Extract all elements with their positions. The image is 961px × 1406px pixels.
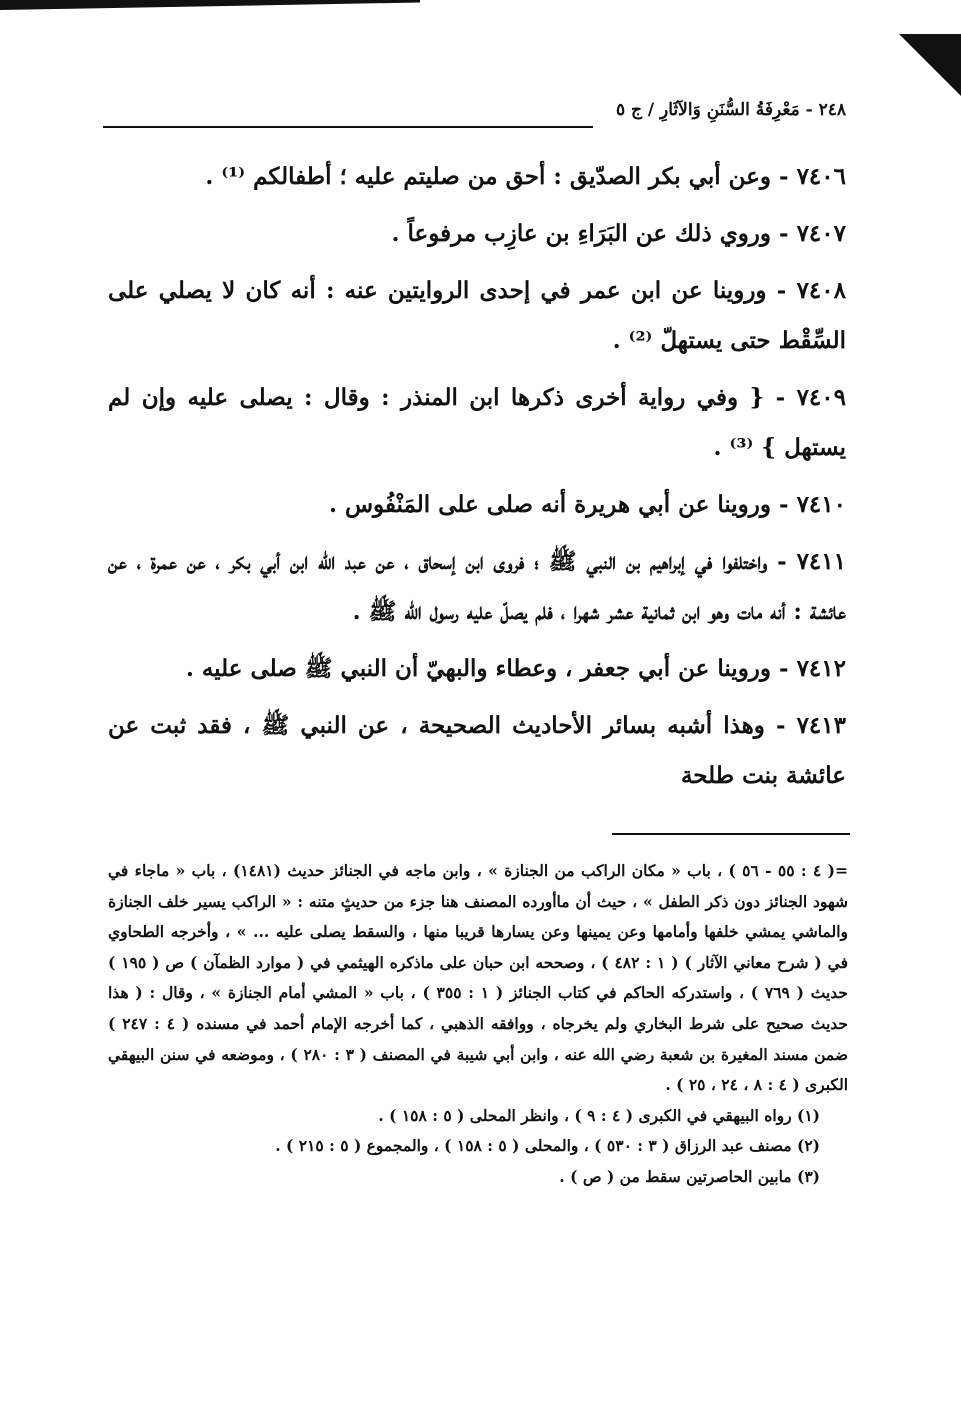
main-text xyxy=(108,152,846,808)
footnote-2: (٢) مصنف عبد الرزاق ( ٣ : ٥٣٠ ) ، والمحلى ( ٥ : ١٥٨ ) ، والمجموع ( ٥ : ٢١٥ ) . xyxy=(275,1136,820,1156)
paragraph-7413: ٧٤١٣ - وهذا أشبه بسائر الأحاديث الصحيحة ، عن النبي ﷺ ، فقد ثبت عن عائشة بنت طلحة xyxy=(108,712,846,789)
top-edge-mark xyxy=(0,0,420,10)
paragraph-7408: ٧٤٠٨ - وروينا عن ابن عمر في إحدى الروايتين عنه : أنه كان لا يصلي على السِّقْط حتى يستهلّ ⁽²⁾ . xyxy=(108,277,846,354)
running-head: ٢٤٨ - مَعْرِفَةُ السُّنَنِ وَالآثَارِ / ج ٥ xyxy=(615,100,846,120)
paragraph-7407: ٧٤٠٧ - وروي ذلك عن البَرَاءِ بن عازِب مرفوعاً . xyxy=(391,220,846,247)
footnote-separator xyxy=(612,833,850,835)
paragraph-7409: ٧٤٠٩ - { وفي رواية أخرى ذكرها ابن المنذر : وقال : يصلى عليه وإن لم يستهل } ⁽³⁾ . xyxy=(108,384,846,461)
paragraph-7410: ٧٤١٠ - وروينا عن أبي هريرة أنه صلى على المَنْفُوس . xyxy=(328,491,846,518)
paragraph-7412: ٧٤١٢ - وروينا عن أبي جعفر ، وعطاء والبهيّ أن النبي ﷺ صلى عليه . xyxy=(185,655,846,682)
header-rule xyxy=(103,126,593,128)
corner-triangle-mark xyxy=(899,34,961,96)
paragraph-7406: ٧٤٠٦ - وعن أبي بكر الصدّيق : أحق من صليتم عليه ؛ أطفالكم ⁽¹⁾ . xyxy=(205,163,846,190)
footnotes xyxy=(108,856,848,1193)
footnote-3: (٣) مابين الحاصرتين سقط من ( ص ) . xyxy=(559,1166,820,1186)
footnote-1: (١) رواه البيهقي في الكبرى ( ٤ : ٩ ) ، وانظر المحلى ( ٥ : ١٥٨ ) . xyxy=(378,1105,820,1125)
footnote-continuation: =( ٤ : ٥٥ - ٥٦ ) ، باب « مكان الراكب من الجنازة » ، وابن ماجه في الجنائز حديث (١٤٨١) ، باب « ماجاء في شهود الجنائز دون ذكر الطفل » ، حيث أن ماأورده المصنف هنا جزء من حديثٍ متنه : « الراكب يسير خلف الجنازة والماشي يمشي خلفها وأمامها وعن يمينها وعن يسارها قريبا منها ، والسقط يصلى عليه ... » ، وأخرجه الطحاوي في ( شرح معاني الآثار ) ( ١ : ٤٨٢ ) ، وصححه ابن حبان على ماذكره الهيثمي في ( موارد الظمآن ) ص ( ١٩٥ ) حديث ( ٧٦٩ ) ، واستدركه الحاكم في كتاب الجنائز ( ١ : ٣٥٥ ) ، باب « المشي أمام الجنازة » ، وقال : ( هذا حديث صحيح على شرط البخاري ولم يخرجاه ، ووافقه الذهبي ، كما أخرجه الإمام أحمد في مسنده ( ٤ : ٢٤٧ ) ضمن مسند المغيرة بن شعبة رضي الله عنه ، وابن أبي شيبة في المصنف ( ٣ : ٢٨٠ ) ، وموضعه في سنن البيهقي الكبرى ( ٤ : ٨ ، ٢٤ ، ٢٥ ) . xyxy=(108,861,849,1095)
paragraph-7411: ٧٤١١ - واختلفوا في إبراهيم بن النبي ﷺ ؛ فروى ابن إسحاق ، عن عبد الله ابن أبي بكر ، عن عمرة ، عن عائشة : أنه مات وهو ابن ثمانية عشر شهرا ، فلم يصلّ عليه رسول الله ﷺ . xyxy=(108,548,846,625)
